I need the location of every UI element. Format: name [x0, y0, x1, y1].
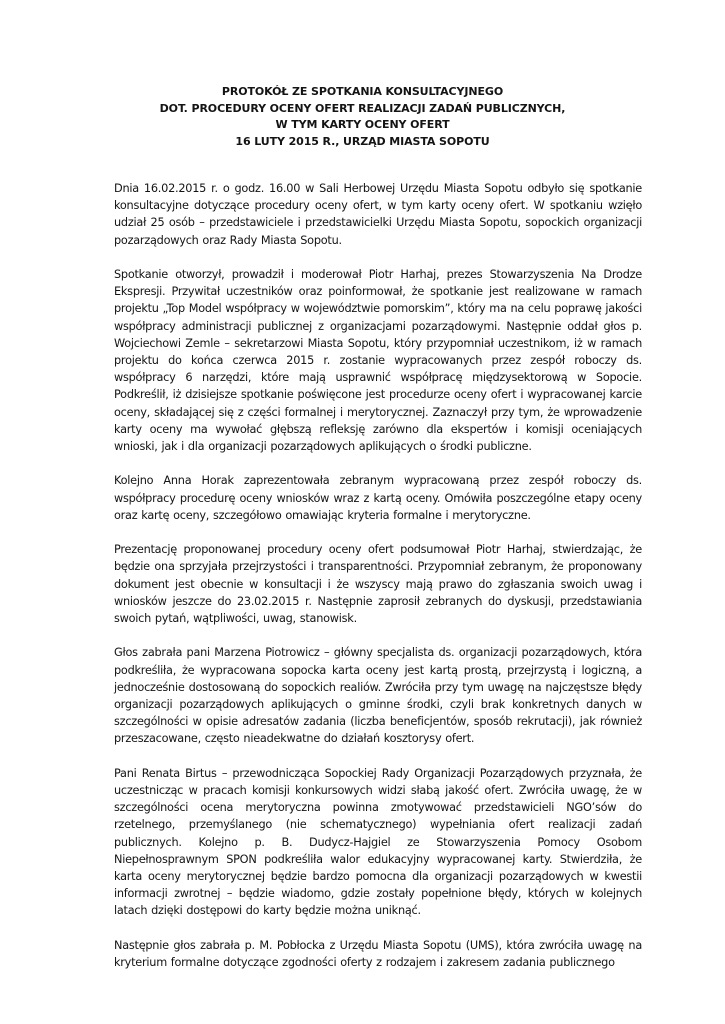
paragraph-opening: Spotkanie otworzył, prowadził i moderował Piotr Harhaj, prezes Stowarzyszenia Na Drodze Ekspresji. Przywitał uczestników oraz poinformował, że spotkanie jest realizowane w ramach projektu „Top Model współpracy w województwie pomorskim”, który ma na celu poprawę jakości współpracy administracji publicznej z organizacjami pozarządowymi. Następnie oddał głos p. Wojciechowi Zemle – sekretarzowi Miasta Sopotu, który przypomniał uczestnikom, iż w ramach projektu do końca czerwca 2015 r. zostanie wypracowanych przez zespół roboczy ds. współpracy 6 narzędzi, które mają usprawnić współpracę międzysektorową w Sopocie. Podkreślił, iż dzisiejsze spotkanie poświęcone jest procedurze oceny ofert i wypracowanej karcie oceny, składającej się z części formalnej i merytorycznej. Zaznaczył przy tym, że wprowadzenie karty oceny ma wywołać głębszą refleksję zarówno dla ekspertów i komisji oceniających wnioski, jak i dla organizacji pozarządowych aplikujących o środki publiczne. [114, 268, 642, 454]
document-body [114, 180, 642, 988]
paragraph-piotrowicz: Głos zabrała pani Marzena Piotrowicz – główny specjalista ds. organizacji pozarządowych, która podkreśliła, że wypracowana sopocka karta oceny jest kartą prostą, przejrzystą i logiczną, a jednocześnie dostosowaną do sopockich realiów. Zwróciła przy tym uwagę na najczęstsze błędy organizacji pozarządowych aplikujących o gminne środki, czyli brak konkretnych danych w szczególności w opisie adresatów zadania (liczba beneficjentów, sposób rekrutacji), jak również przeszacowane, często nieadekwatne do działań kosztorysy ofert. [114, 646, 642, 746]
paragraph-summary: Prezentację proponowanej procedury oceny ofert podsumował Piotr Harhaj, stwierdzając, że będzie ona sprzyjała przejrzystości i transparentności. Przypomniał zebranym, że proponowany dokument jest obecnie w konsultacji i że wszyscy mają prawo do zgłaszania swoich uwag i wniosków jeszcze do 23.02.2015 r. Następnie zaprosił zebranych do dyskusji, przedstawiania swoich pytań, wątpliwości, uwag, stanowisk. [114, 543, 642, 626]
title-line: W TYM KARTY OCENY OFERT [275, 118, 450, 132]
paragraph-birtus: Pani Renata Birtus – przewodnicząca Sopockiej Rady Organizacji Pozarządowych przyznała, że uczestnicząc w pracach komisji konkursowych widzi słabą jakość ofert. Zwróciła uwagę, że w szczególności ocena merytoryczna powinna zmotywować przedstawicieli NGO’sów do rzetelnego, przemyślanego (nie schematycznego) wypełniania ofert realizacji zadań publicznych. Kolejno p. B. Dudycz-Hajgiel ze Stowarzyszenia Pomocy Osobom Niepełnosprawnym SPON podkreśliła walor edukacyjny wypracowanej karty. Stwierdziła, że karta oceny merytorycznej będzie bardzo pomocna dla organizacji pozarządowych w kwestii informacji zwrotnej – będzie wiadomo, gdzie zostały popełnione błędy, których w kolejnych latach dzięki dostępowi do karty będzie można uniknąć. [114, 766, 642, 918]
paragraph-presentation: Kolejno Anna Horak zaprezentowała zebranym wypracowaną przez zespół roboczy ds. współpracy procedurę oceny wniosków wraz z kartą oceny. Omówiła poszczególne etapy oceny oraz kartę oceny, szczegółowo omawiając kryteria formalne i merytoryczne. [114, 474, 642, 522]
paragraph-poblocka: Następnie głos zabrała p. M. Pobłocka z Urzędu Miasta Sopotu (UMS), która zwróciła uwagę na kryterium formalne dotyczące zgodności oferty z rodzajem i zakresem zadania publicznego [114, 938, 642, 970]
title-line: PROTOKÓŁ ZE SPOTKANIA KONSULTACYJNEGO [221, 85, 504, 98]
paragraph-meeting-info: Dnia 16.02.2015 r. o godz. 16.00 w Sali Herbowej Urzędu Miasta Sopotu odbyło się spotkanie konsultacyjne dotyczące procedury oceny ofert, w tym karty oceny ofert. W spotkaniu wzięło udział 25 osób – przedstawiciele i przedstawicielki Urzędu Miasta Sopotu, sopockich organizacji pozarządowych oraz Rady Miasta Sopotu. [114, 182, 642, 247]
document-title [87, 84, 638, 151]
title-line: 16 LUTY 2015 R., URZĄD MIASTA SOPOTU [235, 135, 490, 149]
title-line: DOT. PROCEDURY OCENY OFERT REALIZACJI ZADAŃ PUBLICZNYCH, [159, 101, 566, 115]
